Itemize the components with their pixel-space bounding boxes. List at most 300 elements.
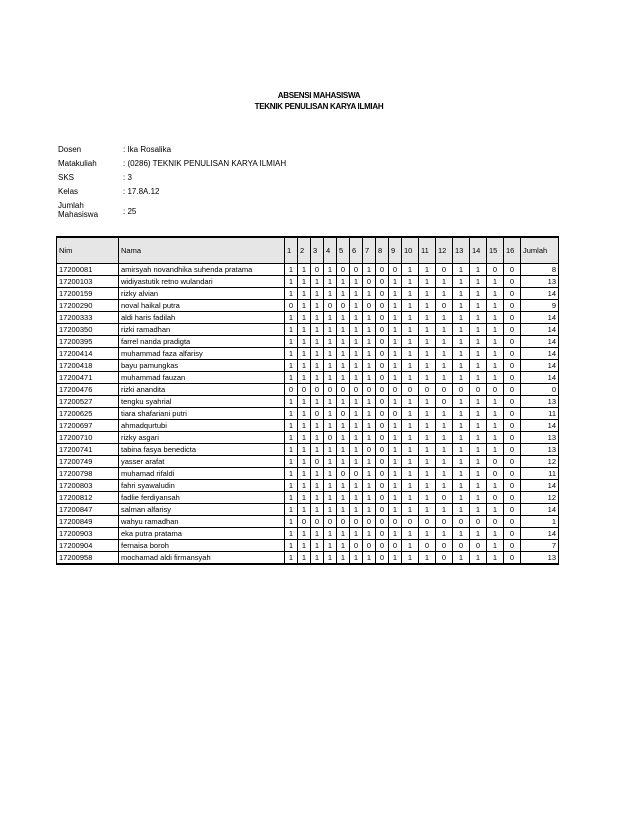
attendance-cell: 1 [487,480,504,492]
document-title: ABSENSI MAHASISWA [277,91,361,100]
name-cell: noval haikal putra [119,300,285,312]
table-row [57,528,559,540]
attendance-cell: 0 [311,384,324,396]
total-cell: 13 [521,276,559,288]
attendance-cell: 1 [350,432,363,444]
column-header: 14 [470,237,487,264]
attendance-cell: 0 [376,372,389,384]
name-cell: ahmadqurtubi [119,420,285,432]
attendance-cell: 1 [389,444,402,456]
attendance-cell: 1 [324,444,337,456]
attendance-cell: 1 [337,456,350,468]
attendance-cell: 1 [311,348,324,360]
attendance-cell: 1 [311,276,324,288]
attendance-cell: 1 [487,372,504,384]
attendance-cell: 0 [376,516,389,528]
attendance-cell: 1 [487,528,504,540]
attendance-cell: 1 [337,480,350,492]
attendance-cell: 0 [376,276,389,288]
name-cell: widiyastutik retno wulandari [119,276,285,288]
attendance-cell: 0 [436,384,453,396]
attendance-cell: 1 [402,288,419,300]
attendance-cell: 1 [363,336,376,348]
name-cell: rizki anandita [119,384,285,396]
table-row [57,468,559,480]
attendance-cell: 1 [324,456,337,468]
attendance-cell: 0 [504,492,521,504]
attendance-cell: 0 [504,540,521,552]
nim-cell: 17200350 [57,324,119,336]
attendance-cell: 1 [402,372,419,384]
attendance-cell: 1 [350,300,363,312]
attendance-cell: 1 [389,480,402,492]
attendance-cell: 1 [311,528,324,540]
nim-cell: 17200812 [57,492,119,504]
attendance-cell: 1 [298,528,311,540]
name-cell: fernaisa boroh [119,540,285,552]
attendance-cell: 1 [470,396,487,408]
attendance-cell: 0 [311,264,324,276]
nim-cell: 17200159 [57,288,119,300]
attendance-cell: 1 [436,456,453,468]
table-row [57,504,559,516]
table-row [57,372,559,384]
attendance-cell: 1 [419,336,436,348]
name-cell: aldi haris fadilah [119,312,285,324]
attendance-cell: 1 [298,276,311,288]
attendance-cell: 1 [402,396,419,408]
attendance-cell: 1 [337,312,350,324]
column-header: 9 [389,237,402,264]
attendance-cell: 0 [504,360,521,372]
attendance-cell: 1 [419,504,436,516]
attendance-cell: 1 [298,480,311,492]
attendance-cell: 1 [436,528,453,540]
attendance-cell: 1 [285,432,298,444]
attendance-cell: 0 [376,324,389,336]
attendance-cell: 1 [402,504,419,516]
attendance-cell: 1 [470,360,487,372]
nim-cell: 17200803 [57,480,119,492]
attendance-table [56,236,559,565]
attendance-cell: 1 [402,420,419,432]
attendance-cell: 0 [363,516,376,528]
attendance-cell: 1 [363,492,376,504]
attendance-cell: 0 [436,540,453,552]
attendance-cell: 1 [470,288,487,300]
column-header: 8 [376,237,389,264]
attendance-cell: 1 [350,288,363,300]
attendance-cell: 1 [298,504,311,516]
attendance-cell: 1 [487,336,504,348]
attendance-cell: 1 [311,432,324,444]
attendance-cell: 1 [436,276,453,288]
table-row [57,360,559,372]
attendance-cell: 1 [311,444,324,456]
attendance-cell: 1 [419,408,436,420]
total-cell: 14 [521,312,559,324]
attendance-cell: 1 [453,552,470,565]
attendance-cell: 1 [298,372,311,384]
attendance-cell: 1 [311,492,324,504]
attendance-cell: 1 [402,276,419,288]
attendance-cell: 1 [337,288,350,300]
attendance-cell: 1 [363,432,376,444]
attendance-cell: 1 [285,312,298,324]
attendance-cell: 0 [350,384,363,396]
attendance-cell: 1 [453,528,470,540]
attendance-cell: 1 [402,432,419,444]
total-cell: 14 [521,504,559,516]
attendance-cell: 1 [389,348,402,360]
attendance-cell: 1 [363,420,376,432]
attendance-cell: 1 [419,552,436,565]
attendance-cell: 0 [298,516,311,528]
attendance-cell: 1 [298,420,311,432]
attendance-cell: 1 [453,480,470,492]
attendance-cell: 0 [402,384,419,396]
attendance-cell: 1 [350,312,363,324]
attendance-cell: 1 [419,432,436,444]
attendance-cell: 1 [350,372,363,384]
attendance-cell: 1 [311,312,324,324]
attendance-cell: 1 [389,276,402,288]
attendance-cell: 0 [311,408,324,420]
total-cell: 11 [521,408,559,420]
nim-cell: 17200710 [57,432,119,444]
attendance-cell: 1 [470,480,487,492]
attendance-cell: 1 [436,432,453,444]
attendance-cell: 1 [337,540,350,552]
name-cell: farrel nanda pradigta [119,336,285,348]
attendance-cell: 1 [337,528,350,540]
attendance-cell: 1 [487,288,504,300]
attendance-cell: 1 [363,408,376,420]
column-header: Jumlah [521,237,559,264]
attendance-cell: 1 [363,348,376,360]
attendance-cell: 0 [436,264,453,276]
info-value: : (0286) TEKNIK PENULISAN KARYA ILMIAH [123,159,287,168]
attendance-cell: 1 [337,372,350,384]
info-value: : 3 [123,173,132,182]
nim-cell: 17200741 [57,444,119,456]
total-cell: 14 [521,420,559,432]
attendance-cell: 1 [311,372,324,384]
attendance-cell: 1 [402,492,419,504]
attendance-cell: 1 [337,492,350,504]
attendance-cell: 0 [487,516,504,528]
attendance-cell: 0 [376,348,389,360]
attendance-cell: 1 [419,456,436,468]
attendance-cell: 0 [487,468,504,480]
attendance-cell: 1 [402,348,419,360]
attendance-cell: 1 [419,492,436,504]
attendance-cell: 1 [436,444,453,456]
attendance-cell: 1 [337,432,350,444]
attendance-cell: 0 [436,300,453,312]
attendance-cell: 1 [419,276,436,288]
attendance-cell: 1 [350,336,363,348]
attendance-cell: 1 [453,300,470,312]
attendance-cell: 1 [350,552,363,565]
attendance-cell: 1 [285,372,298,384]
attendance-cell: 0 [324,300,337,312]
total-cell: 8 [521,264,559,276]
attendance-cell: 0 [453,384,470,396]
nim-cell: 17200476 [57,384,119,396]
attendance-cell: 1 [470,468,487,480]
info-value: : 17.8A.12 [123,187,160,196]
attendance-cell: 1 [337,348,350,360]
attendance-cell: 1 [419,480,436,492]
attendance-cell: 0 [504,432,521,444]
attendance-cell: 1 [311,420,324,432]
attendance-cell: 1 [389,432,402,444]
attendance-cell: 1 [337,552,350,565]
attendance-cell: 0 [376,420,389,432]
attendance-cell: 1 [324,264,337,276]
table-row [57,324,559,336]
total-cell: 9 [521,300,559,312]
attendance-cell: 0 [337,408,350,420]
attendance-cell: 1 [363,396,376,408]
attendance-cell: 1 [350,456,363,468]
attendance-cell: 0 [504,276,521,288]
table-row [57,540,559,552]
attendance-cell: 1 [311,360,324,372]
attendance-cell: 0 [337,384,350,396]
attendance-cell: 0 [376,468,389,480]
name-cell: rizky asgari [119,432,285,444]
nim-cell: 17200103 [57,276,119,288]
attendance-cell: 0 [376,528,389,540]
attendance-cell: 1 [470,444,487,456]
total-cell: 14 [521,348,559,360]
attendance-cell: 1 [389,552,402,565]
column-header: 4 [324,237,337,264]
attendance-cell: 1 [311,336,324,348]
attendance-cell: 1 [363,372,376,384]
attendance-cell: 1 [298,408,311,420]
attendance-cell: 1 [419,528,436,540]
name-cell: salman alfarisy [119,504,285,516]
attendance-cell: 1 [436,408,453,420]
attendance-cell: 1 [350,444,363,456]
attendance-cell: 1 [324,336,337,348]
attendance-cell: 0 [285,300,298,312]
attendance-cell: 1 [402,528,419,540]
total-cell: 13 [521,432,559,444]
info-label: Kelas [58,187,79,196]
attendance-cell: 0 [504,480,521,492]
attendance-cell: 0 [436,396,453,408]
attendance-cell: 1 [453,276,470,288]
attendance-cell: 1 [311,396,324,408]
attendance-cell: 0 [363,276,376,288]
name-cell: rizky alvian [119,288,285,300]
table-row [57,516,559,528]
name-cell: rizki ramadhan [119,324,285,336]
column-header: 11 [419,237,436,264]
attendance-cell: 1 [453,348,470,360]
attendance-cell: 0 [376,480,389,492]
attendance-cell: 1 [285,408,298,420]
attendance-cell: 1 [402,552,419,565]
attendance-cell: 1 [402,336,419,348]
total-cell: 14 [521,372,559,384]
attendance-cell: 1 [487,420,504,432]
name-cell: tengku syahrial [119,396,285,408]
attendance-cell: 0 [419,540,436,552]
total-cell: 0 [521,384,559,396]
attendance-cell: 0 [470,540,487,552]
attendance-cell: 0 [376,540,389,552]
attendance-cell: 1 [470,372,487,384]
total-cell: 1 [521,516,559,528]
attendance-cell: 1 [470,456,487,468]
attendance-cell: 1 [487,408,504,420]
attendance-cell: 1 [298,288,311,300]
attendance-cell: 1 [324,480,337,492]
attendance-cell: 1 [453,408,470,420]
attendance-cell: 1 [324,540,337,552]
attendance-cell: 1 [453,312,470,324]
total-cell: 14 [521,480,559,492]
attendance-cell: 1 [470,432,487,444]
attendance-cell: 1 [298,300,311,312]
attendance-cell: 0 [402,516,419,528]
attendance-cell: 1 [402,480,419,492]
attendance-cell: 0 [376,552,389,565]
attendance-cell: 1 [402,468,419,480]
attendance-cell: 1 [402,312,419,324]
attendance-cell: 1 [389,312,402,324]
table-row [57,420,559,432]
attendance-cell: 1 [363,288,376,300]
attendance-cell: 0 [504,528,521,540]
total-cell: 12 [521,456,559,468]
attendance-cell: 0 [504,396,521,408]
attendance-cell: 1 [453,456,470,468]
column-header: 13 [453,237,470,264]
attendance-cell: 1 [436,504,453,516]
total-cell: 11 [521,468,559,480]
attendance-cell: 1 [453,468,470,480]
attendance-cell: 1 [419,360,436,372]
attendance-cell: 1 [389,492,402,504]
attendance-cell: 1 [285,288,298,300]
attendance-cell: 0 [389,408,402,420]
attendance-cell: 0 [363,300,376,312]
nim-cell: 17200625 [57,408,119,420]
attendance-cell: 1 [298,540,311,552]
attendance-cell: 1 [350,348,363,360]
nim-cell: 17200418 [57,360,119,372]
name-cell: tabina fasya benedicta [119,444,285,456]
attendance-cell: 1 [402,324,419,336]
attendance-cell: 1 [285,492,298,504]
attendance-cell: 1 [324,324,337,336]
attendance-cell: 1 [363,264,376,276]
attendance-cell: 1 [487,276,504,288]
nim-cell: 17200471 [57,372,119,384]
attendance-cell: 0 [389,264,402,276]
column-header: 7 [363,237,376,264]
attendance-cell: 1 [453,432,470,444]
column-header: 15 [487,237,504,264]
attendance-cell: 1 [285,264,298,276]
attendance-cell: 1 [487,360,504,372]
attendance-cell: 1 [487,300,504,312]
attendance-cell: 0 [504,372,521,384]
attendance-cell: 0 [350,468,363,480]
attendance-cell: 1 [389,456,402,468]
attendance-cell: 1 [470,348,487,360]
attendance-cell: 1 [487,396,504,408]
column-header: 6 [350,237,363,264]
attendance-cell: 1 [419,348,436,360]
attendance-cell: 1 [453,396,470,408]
name-cell: yasser arafat [119,456,285,468]
attendance-cell: 0 [436,516,453,528]
nim-cell: 17200798 [57,468,119,480]
attendance-cell: 0 [487,384,504,396]
attendance-cell: 1 [419,372,436,384]
attendance-cell: 0 [504,336,521,348]
attendance-cell: 1 [324,276,337,288]
attendance-cell: 1 [363,528,376,540]
name-cell: muhammad faza alfarisy [119,348,285,360]
attendance-cell: 1 [324,360,337,372]
table-row [57,336,559,348]
info-label: Jumlah Mahasiswa [58,201,99,219]
course-title: TEKNIK PENULISAN KARYA ILMIAH [254,102,384,111]
attendance-cell: 1 [453,264,470,276]
attendance-cell: 1 [453,420,470,432]
attendance-cell: 1 [285,504,298,516]
attendance-cell: 1 [324,468,337,480]
attendance-cell: 1 [419,420,436,432]
nim-cell: 17200290 [57,300,119,312]
attendance-cell: 1 [363,456,376,468]
attendance-cell: 1 [298,456,311,468]
attendance-cell: 0 [376,408,389,420]
table-row [57,456,559,468]
attendance-cell: 0 [504,348,521,360]
attendance-cell: 1 [324,396,337,408]
attendance-cell: 1 [324,312,337,324]
attendance-cell: 1 [285,420,298,432]
attendance-cell: 0 [389,540,402,552]
attendance-cell: 0 [453,516,470,528]
attendance-cell: 0 [504,444,521,456]
nim-cell: 17200333 [57,312,119,324]
total-cell: 13 [521,552,559,565]
attendance-cell: 1 [298,348,311,360]
nim-cell: 17200081 [57,264,119,276]
nim-cell: 17200749 [57,456,119,468]
attendance-cell: 1 [470,420,487,432]
table-row [57,552,559,565]
total-cell: 14 [521,324,559,336]
attendance-cell: 1 [470,504,487,516]
attendance-cell: 1 [487,432,504,444]
attendance-cell: 0 [504,264,521,276]
attendance-cell: 1 [311,504,324,516]
table-row [57,288,559,300]
attendance-cell: 0 [504,456,521,468]
attendance-cell: 0 [376,444,389,456]
